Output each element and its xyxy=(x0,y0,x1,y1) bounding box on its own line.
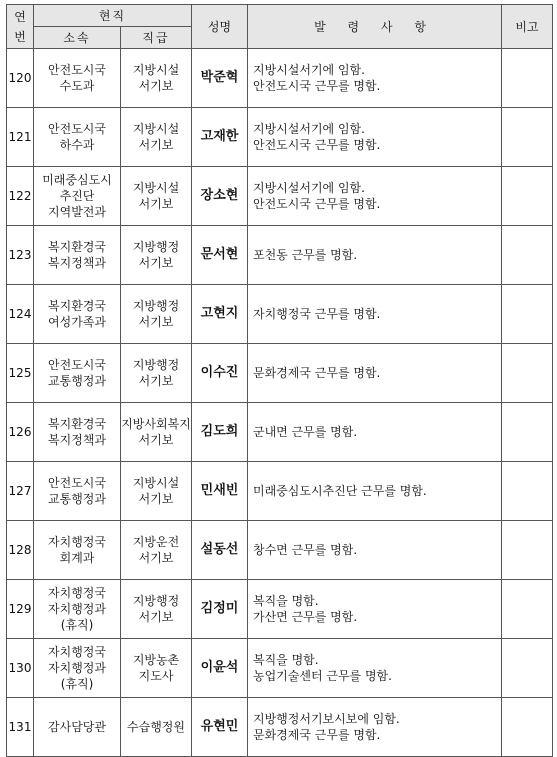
rank-cell: 지방시설 서기보 xyxy=(121,108,192,167)
order-cell: 창수면 근무를 명함. xyxy=(248,521,502,580)
name-cell: 장소현 xyxy=(192,167,248,226)
rank-cell: 지방농촌 지도사 xyxy=(121,639,192,698)
order-cell: 지방시설서기에 임함. 안전도시국 근무를 명함. xyxy=(248,49,502,108)
department-cell: 감사담당관 xyxy=(34,698,121,757)
rank-cell: 지방행정 서기보 xyxy=(121,285,192,344)
row-number: 120 xyxy=(7,49,34,108)
header-current-position: 현직 xyxy=(34,5,192,27)
department-cell: 복지환경국 복지정책과 xyxy=(34,226,121,285)
table-row xyxy=(7,403,553,462)
name-cell: 설동선 xyxy=(192,521,248,580)
department-cell: 자치행정국 자치행정과 (휴직) xyxy=(34,639,121,698)
header-order: 발 령 사 항 xyxy=(248,5,502,49)
order-cell: 복직을 명함. 농업기술센터 근무를 명함. xyxy=(248,639,502,698)
header-remark: 비고 xyxy=(502,5,553,49)
table-row xyxy=(7,285,553,344)
rank-cell: 지방시설 서기보 xyxy=(121,49,192,108)
table-row xyxy=(7,344,553,403)
order-cell: 자치행정국 근무를 명함. xyxy=(248,285,502,344)
row-number: 131 xyxy=(7,698,34,757)
name-cell: 김도희 xyxy=(192,403,248,462)
rank-cell: 지방시설 서기보 xyxy=(121,167,192,226)
order-cell: 지방시설서기에 임함. 안전도시국 근무를 명함. xyxy=(248,108,502,167)
remark-cell xyxy=(502,167,553,226)
order-cell: 미래중심도시추진단 근무를 명함. xyxy=(248,462,502,521)
order-cell: 포천동 근무를 명함. xyxy=(248,226,502,285)
remark-cell xyxy=(502,49,553,108)
department-cell: 자치행정국 자치행정과 (휴직) xyxy=(34,580,121,639)
table-row xyxy=(7,108,553,167)
remark-cell xyxy=(502,285,553,344)
table-row xyxy=(7,167,553,226)
name-cell: 박준혁 xyxy=(192,49,248,108)
row-number: 122 xyxy=(7,167,34,226)
name-cell: 고재한 xyxy=(192,108,248,167)
remark-cell xyxy=(502,108,553,167)
name-cell: 김정미 xyxy=(192,580,248,639)
remark-cell xyxy=(502,580,553,639)
remark-cell xyxy=(502,639,553,698)
order-cell: 지방행정서기보시보에 임함. 문화경제국 근무를 명함. xyxy=(248,698,502,757)
header-rank: 직급 xyxy=(121,27,192,49)
table-row xyxy=(7,462,553,521)
remark-cell xyxy=(502,403,553,462)
row-number: 124 xyxy=(7,285,34,344)
table-row xyxy=(7,639,553,698)
rank-cell: 지방사회복지 서기보 xyxy=(121,403,192,462)
row-number: 125 xyxy=(7,344,34,403)
order-cell: 복직을 명함. 가산면 근무를 명함. xyxy=(248,580,502,639)
header-department: 소속 xyxy=(34,27,121,49)
order-cell: 문화경제국 근무를 명함. xyxy=(248,344,502,403)
name-cell: 이수진 xyxy=(192,344,248,403)
table-row xyxy=(7,521,553,580)
department-cell: 자치행정국 회계과 xyxy=(34,521,121,580)
department-cell: 안전도시국 하수과 xyxy=(34,108,121,167)
remark-cell xyxy=(502,226,553,285)
department-cell: 복지환경국 복지정책과 xyxy=(34,403,121,462)
remark-cell xyxy=(502,344,553,403)
table-row xyxy=(7,226,553,285)
header-name: 성명 xyxy=(192,5,248,49)
table-body xyxy=(7,49,553,757)
table-row xyxy=(7,580,553,639)
rank-cell: 지방운전 서기보 xyxy=(121,521,192,580)
row-number: 130 xyxy=(7,639,34,698)
rank-cell: 지방행정 서기보 xyxy=(121,226,192,285)
table-row xyxy=(7,49,553,108)
rank-cell: 지방시설 서기보 xyxy=(121,462,192,521)
row-number: 128 xyxy=(7,521,34,580)
personnel-order-table xyxy=(6,4,553,757)
remark-cell xyxy=(502,462,553,521)
name-cell: 유현민 xyxy=(192,698,248,757)
rank-cell: 수습행정원 xyxy=(121,698,192,757)
department-cell: 복지환경국 여성가족과 xyxy=(34,285,121,344)
rank-cell: 지방행정 서기보 xyxy=(121,580,192,639)
header-no: 연 번 xyxy=(7,5,34,49)
row-number: 123 xyxy=(7,226,34,285)
table-row xyxy=(7,698,553,757)
row-number: 129 xyxy=(7,580,34,639)
row-number: 121 xyxy=(7,108,34,167)
department-cell: 안전도시국 교통행정과 xyxy=(34,344,121,403)
name-cell: 이윤석 xyxy=(192,639,248,698)
remark-cell xyxy=(502,698,553,757)
order-cell: 지방시설서기에 임함. 안전도시국 근무를 명함. xyxy=(248,167,502,226)
name-cell: 고현지 xyxy=(192,285,248,344)
department-cell: 안전도시국 수도과 xyxy=(34,49,121,108)
remark-cell xyxy=(502,521,553,580)
department-cell: 미래중심도시 추진단 지역발전과 xyxy=(34,167,121,226)
row-number: 126 xyxy=(7,403,34,462)
name-cell: 민새빈 xyxy=(192,462,248,521)
row-number: 127 xyxy=(7,462,34,521)
department-cell: 안전도시국 교통행정과 xyxy=(34,462,121,521)
rank-cell: 지방행정 서기보 xyxy=(121,344,192,403)
name-cell: 문서현 xyxy=(192,226,248,285)
order-cell: 군내면 근무를 명함. xyxy=(248,403,502,462)
